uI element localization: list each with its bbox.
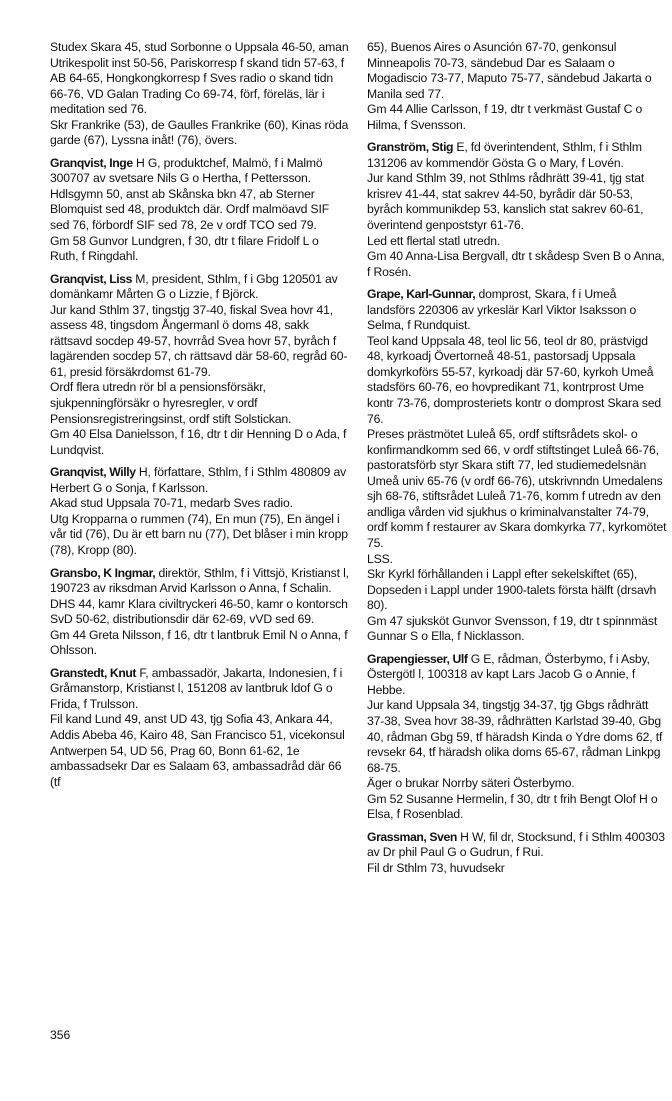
entry-paragraph: Akad stud Uppsala 70-71, medarb Sves radio. [50,496,293,511]
entry-paragraph: Gm 52 Susanne Hermelin, f 30, dtr t frih Bengt Olof H o Elsa, f Rosenblad. [367,791,658,822]
entry-intro: H W, fil dr, Stocksund, f i Sthlm 400303 av Dr phil Paul G o Gudrun, f Rui. [367,829,665,860]
entry-name: Gransbo, K Ingmar, [50,565,156,580]
entry-paragraph: Ordf flera utredn rör bl a pensionsförsäkr, sjukpenningförsäkr o hyresregler, v ordf Pensionsregistreringsinst, ordf stift Solstickan. [50,380,292,426]
entry-paragraph: Jur kand Sthlm 39, not Sthlms rådhrätt 39-41, tjg stat krisrev 41-44, stat sakrev 44-50, byrådir där 50-53, byråch kommunikdep 53, kanslich stat sakrev 60-61, överintend genpoststyr 61-76. [367,171,645,233]
entry-name: Grape, Karl-Gunnar, [367,287,476,302]
biography-entry [367,287,667,645]
biography-entry [50,465,350,558]
biography-entry [50,272,350,459]
entry-paragraph: Skr Kyrkl förhållanden i Lappl efter sekelskiftet (65), Dopseden i Lappl under 1900-talets första hälft (drsavh 80). [367,567,657,613]
entry-intro: M, president, Sthlm, f i Gbg 120501 av domänkamr Mårten G o Lizzie, f Björck. [50,271,338,302]
entry-paragraph: Gm 58 Gunvor Lundgren, f 30, dtr t filare Fridolf L o Ruth, f Ringdahl. [50,233,319,264]
page-number: 356 [50,1028,71,1042]
entry-paragraph: Fil kand Lund 49, anst UD 43, tjg Sofia 43, Ankara 44, Addis Abeba 46, Kairo 48, San Francisco 51, vicekonsul Antwerpen 54, UD 56, Prag 60, Bonn 61-62, 1e ambassadsekr Dar es Salaam 63, ambassadråd där 66 (tf [50,712,345,789]
entry-paragraph: DHS 44, kamr Klara civiltryckeri 46-50, kamr o kontorsch SvD 50-62, distributionsdir där 62-69, vVD sed 69. [50,596,348,627]
entry-intro: H G, produktchef, Malmö, f i Malmö 300707 av svetsare Nils G o Hertha, f Pettersson. [50,155,323,186]
entry-intro: E, fd överintendent, Sthlm, f i Sthlm 131206 av kommendör Gösta G o Mary, f Lovén. [367,140,642,170]
entry-paragraph: Skr Frankrike (53), de Gaulles Frankrike (60), Kinas röda garde (67), Lyssna inåt! (76), övers. [50,117,349,148]
entry-intro: F, ambassadör, Jakarta, Indonesien, f i Gråmanstorp, Kristianst l, 151208 av lantbruk ldof G o Frida, f Trulsson. [50,665,343,711]
entry-paragraph: Äger o brukar Norrby säteri Österbymo. [367,776,575,791]
entry-intro: domprost, Skara, f i Umeå landsförs 220306 av yrkeslär Karl Viktor Isaksson o Selma, f Rundquist. [367,287,637,333]
entry-paragraph: Gm 44 Allie Carlsson, f 19, dtr t verkmäst Gustaf C o Hilma, f Svensson. [367,102,643,132]
entry-paragraph: 65), Buenos Aires o Asunción 67-70, genkonsul Minneapolis 70-73, sändebud Dar es Salaam o Mogadiscio 73-77, Maputo 75-77, sändebud Jakarta o Manila sed 77. [367,40,652,101]
entry-name: Granstedt, Knut [50,665,137,680]
entry-paragraph: Jur kand Sthlm 37, tingstjg 37-40, fiskal Svea hovr 41, assess 48, tingsdom Ångermanl ö doms 48, sakk rättsavd socdep 49-57, hovrråd Svea hovr 57, byråch f lagärenden socdep 57, ch rättsavd där 58-60, regråd 60-61, presid försäkrdomst 61-79. [50,302,348,379]
right-column [367,40,667,876]
biography-entry [50,156,350,265]
biography-entry [50,666,350,790]
entry-paragraph: Fil dr Sthlm 73, huvudsekr [367,860,505,875]
biography-entry [367,830,667,877]
biography-entry-continuation [50,40,350,149]
biography-entry [367,140,667,280]
entry-intro: G E, rådman, Österbymo, f i Asby, Östergötl l, 100318 av kapt Lars Jacob G o Annie, f Hebbe. [367,651,650,697]
entry-paragraph: Led ett flertal statl utredn. [367,233,501,248]
biography-entry [50,566,350,659]
entry-paragraph: Gm 44 Greta Nilsson, f 16, dtr t lantbruk Emil N o Anna, f Ohlsson. [50,627,348,658]
entry-intro: direktör, Sthlm, f i Vittsjö, Kristianst l, 190723 av riksdman Arvid Karlsson o Anna, f Schalin. [50,565,349,596]
biography-entry [367,652,667,823]
entry-paragraph: Gm 47 sjuksköt Gunvor Svensson, f 19, dtr t spinnmäst Gunnar S o Ella, f Nicklasson. [367,613,658,644]
entry-paragraph: Gm 40 Elsa Danielsson, f 16, dtr t dir Henning D o Ada, f Lundqvist. [50,427,347,457]
entry-name: Granqvist, Inge [50,155,133,170]
entry-paragraph: Preses prästmötet Luleå 65, ordf stiftsrådets skol- o konfirmandkomm sed 66, v ordf stiftstinget Luleå 66-76, pastoratsförb styr Skara stift 77, led studiemedelsnän Umeå univ 65-76 (v ordf 66-76), utskrivnndn Umedalens sjh 68-76, stiftsrådet Luleå 71-76, komm f utredn av den andliga vården vid sjukhus o kriminalvanstalter 74-79, ordf komm f restaurer av Skara domkyrka 77, kyrkomötet 75. [367,427,667,550]
entry-intro: H, författare, Sthlm, f i Sthlm 480809 av Herbert G o Sonja, f Karlsson. [50,465,347,495]
entry-paragraph: Utg Kropparna o rummen (74), En mun (75), En ängel i vår tid (76), Du är ett barn nu (77), Det blåser i min kropp (78), Kropp (80). [50,511,348,557]
entry-paragraph: Studex Skara 45, stud Sorbonne o Uppsala 46-50, aman Utrikespolit inst 50-56, Pariskorresp f skand tidn 57-63, f AB 64-65, Hongkongkorresp f Sves radio o skand tidn 66-76, VD Galan Trading Co 69-74, förf, föreläs, lär i meditation sed 76. [50,40,349,117]
left-column [50,40,350,790]
biography-entry-continuation [367,40,667,133]
entry-name: Grassman, Sven [367,829,457,844]
entry-name: Grapengiesser, Ulf [367,651,468,666]
entry-name: Granqvist, Willy [50,465,136,480]
entry-paragraph: Teol kand Uppsala 48, teol lic 56, teol dr 80, prästvigd 48, kyrkoadj Övertorneå 48-51, pastorsadj Uppsala domkyrkoförs 55-57, kyrkoadj där 57-60, kyrkoh Umeå stadsförs 60-76, eo hovpredikant 71, kontrprost Ume kontr 73-76, domprosteriets kontr o domprost Skara sed 76. [367,333,662,426]
entry-name: Granqvist, Liss [50,271,133,286]
entry-paragraph: Hdlsgymn 50, anst ab Skånska bkn 47, ab Sterner Blomquist sed 48, produktch där. Ordf malmöavd SIF sed 76, förbordf SIF sed 78, 2e v ordf TCO sed 79. [50,186,330,233]
entry-paragraph: Gm 40 Anna-Lisa Bergvall, dtr t skådesp Sven B o Anna, f Rosén. [367,249,665,279]
entry-name: Granström, Stig [367,140,454,155]
entry-paragraph: Jur kand Uppsala 34, tingstjg 34-37, tjg Gbgs rådhrätt 37-38, Svea hovr 38-39, rådhrätten Karlstad 39-40, Gbg 40, rådman Gbg 59, tf häradsh Kinda o Ydre doms 62, tf revsekr 64, tf häradsh olika doms 65-67, rådman Linkpg 68-75. [367,698,663,775]
entry-paragraph: LSS. [367,551,393,566]
